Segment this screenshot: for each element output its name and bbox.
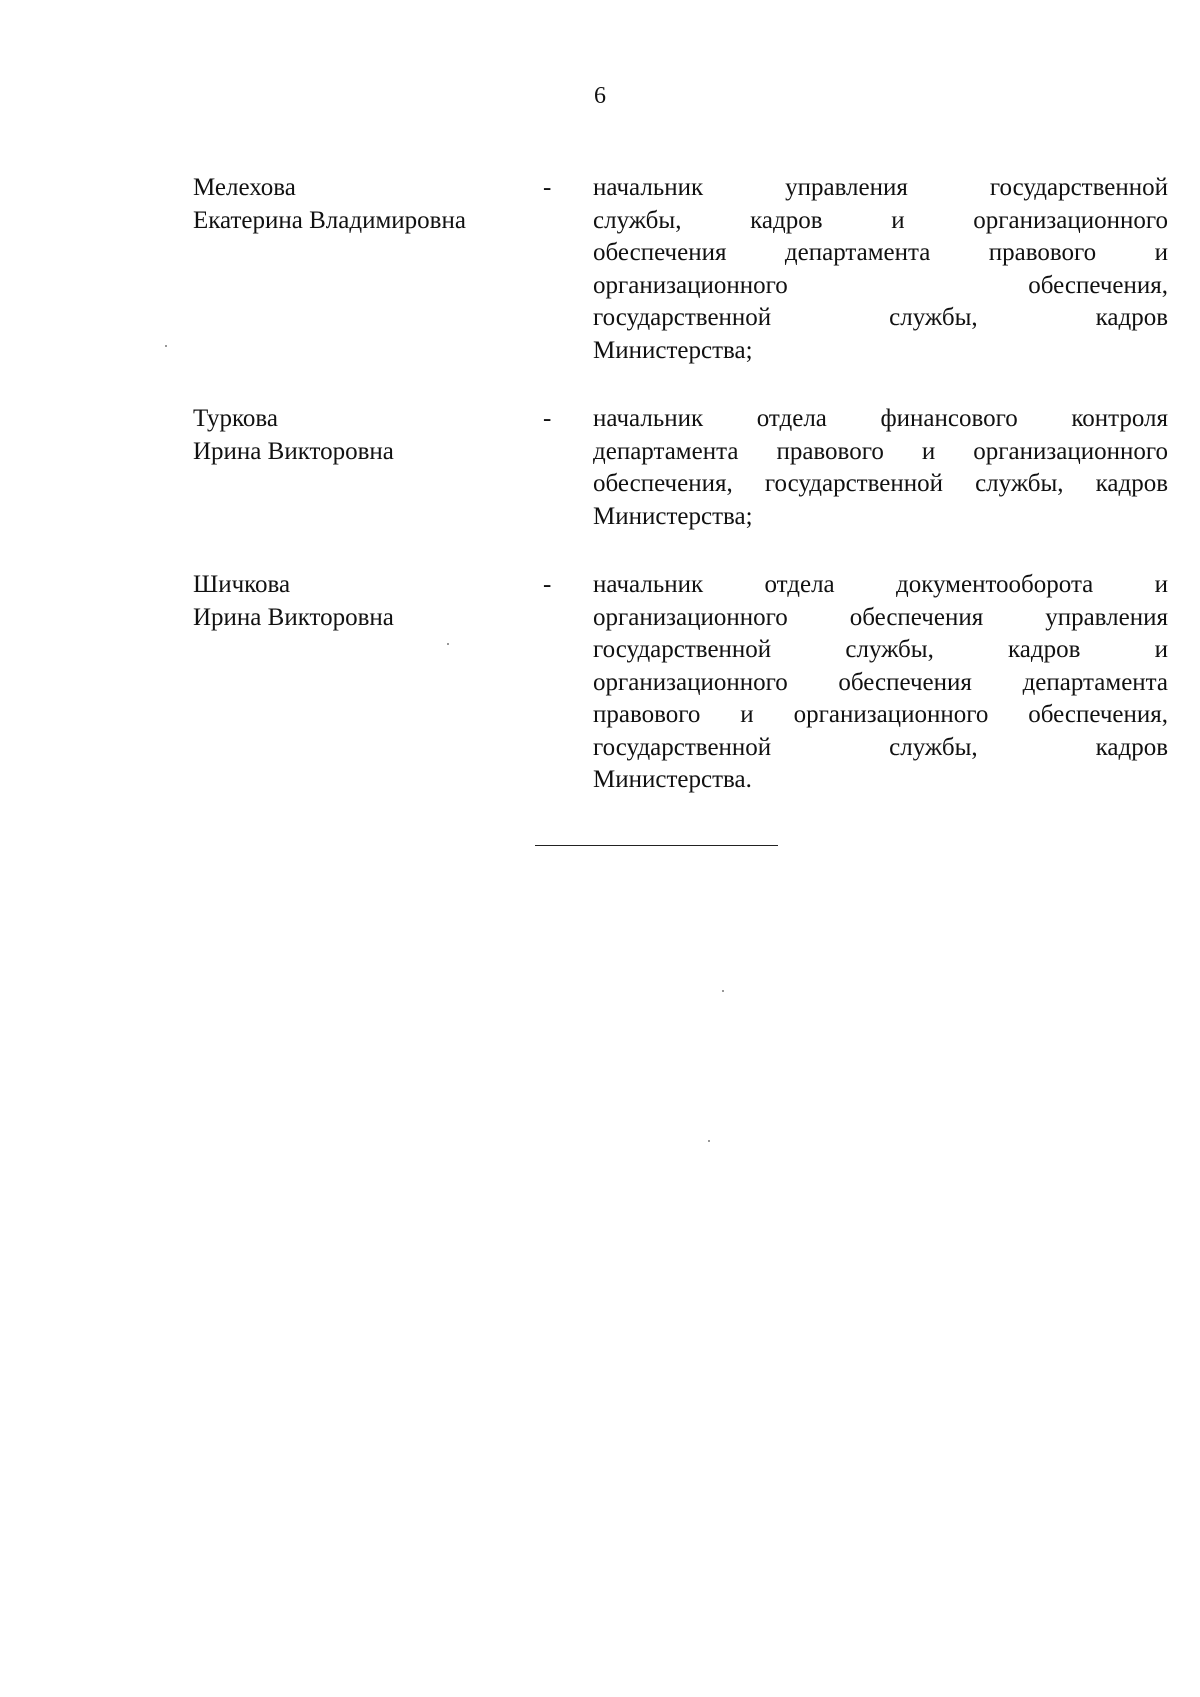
person-surname: Мелехова: [193, 174, 296, 201]
person-surname: Шичкова: [193, 571, 291, 598]
person-role: [593, 403, 1168, 533]
role-line: обеспечения, государственной службы, кадров: [593, 470, 1168, 497]
role-line: правового и организационного обеспечения,: [593, 701, 1168, 728]
personnel-entry: [193, 403, 1168, 533]
person-name: [193, 403, 543, 468]
role-line: начальник управления государственной: [593, 174, 1168, 201]
end-separator-line: [535, 845, 778, 846]
role-line: государственной службы, кадров: [593, 733, 1168, 761]
person-role: [593, 172, 1168, 367]
scan-speck: [165, 345, 167, 347]
personnel-entry: [193, 569, 1168, 797]
role-line: организационного обеспечения,: [593, 271, 1168, 299]
role-line: организационного обеспечения управления: [593, 603, 1168, 631]
scan-speck: [447, 643, 449, 645]
person-given-names: Екатерина Владимировна: [193, 206, 466, 234]
scan-speck: [722, 990, 724, 992]
role-line: департамента правового и организационного: [593, 437, 1168, 465]
role-line: государственной службы, кадров и: [593, 636, 1168, 663]
person-given-names: Ирина Викторовна: [193, 603, 394, 631]
person-given-names: Ирина Викторовна: [193, 437, 394, 465]
role-line: обеспечения департамента правового и: [593, 239, 1168, 266]
role-line: начальник отдела документооборота и: [593, 571, 1168, 598]
role-line: Министерства.: [593, 766, 752, 793]
role-line: Министерства;: [593, 502, 753, 530]
entry-dash: -: [543, 174, 552, 201]
person-name: [193, 172, 543, 237]
person-surname: Туркова: [193, 405, 278, 432]
person-role: [593, 569, 1168, 797]
entry-dash: -: [543, 405, 552, 432]
scan-speck: [708, 1140, 710, 1142]
role-line: начальник отдела финансового контроля: [593, 405, 1168, 432]
role-line: государственной службы, кадров: [593, 304, 1168, 331]
personnel-entry: [193, 172, 1168, 367]
entry-dash: -: [543, 571, 552, 598]
role-line: организационного обеспечения департамента: [593, 668, 1168, 696]
page-number: 6: [594, 83, 606, 109]
personnel-list: [193, 172, 1168, 833]
role-line: службы, кадров и организационного: [593, 206, 1168, 234]
person-name: [193, 569, 543, 634]
role-line: Министерства;: [593, 336, 753, 364]
